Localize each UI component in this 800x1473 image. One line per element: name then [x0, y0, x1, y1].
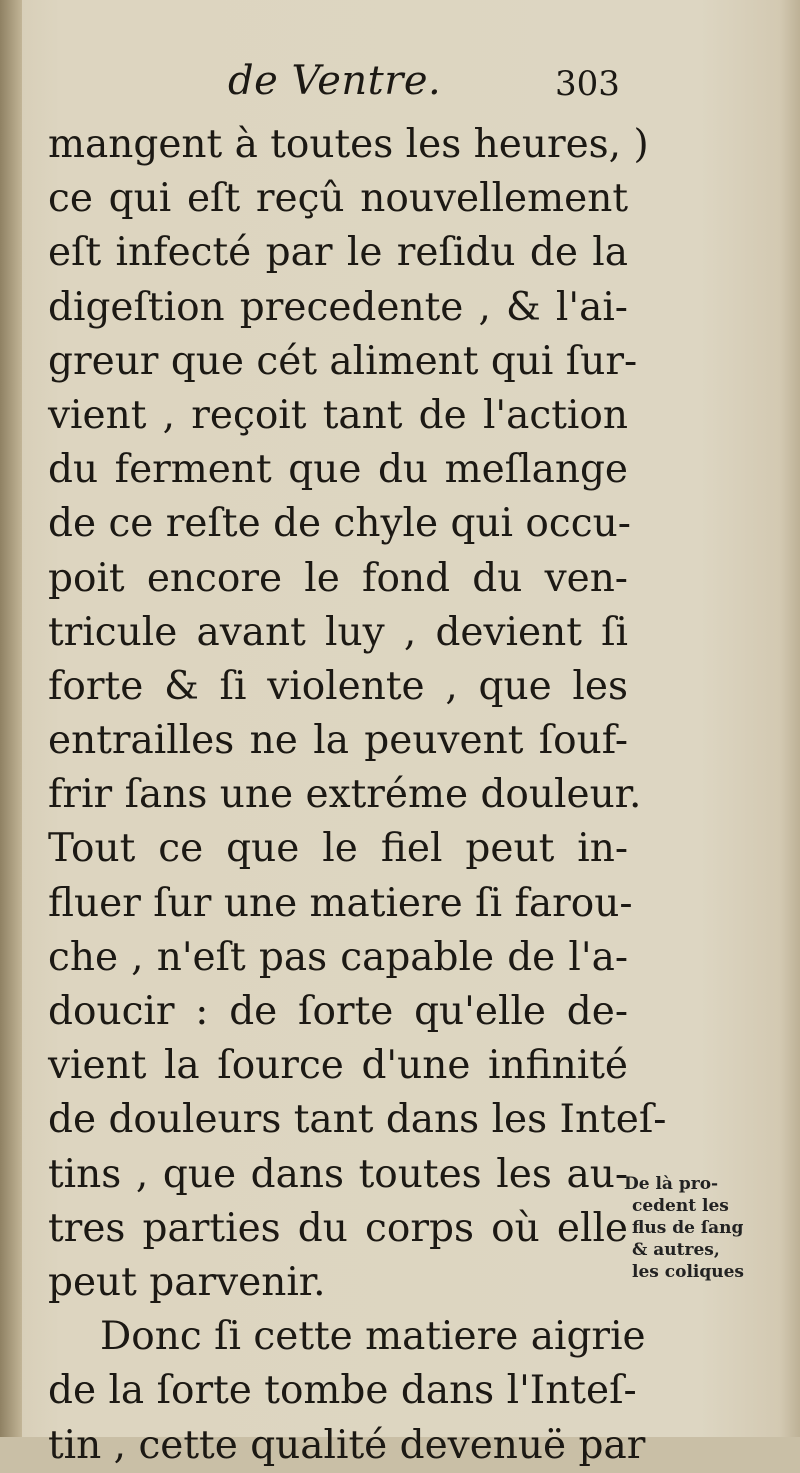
- margin-note-line: cedent les: [632, 1196, 729, 1216]
- text-line: peut parvenir.: [48, 1259, 326, 1305]
- text-line: mangent à toutes les heures, ): [48, 122, 649, 167]
- margin-note-line: flus de ſang: [632, 1218, 744, 1238]
- text-line: greur que cét aliment qui ſur-: [48, 338, 638, 384]
- margin-note: [624, 1173, 764, 1283]
- text-line: de ce reſte de chyle qui occu-: [48, 501, 631, 547]
- text-line: du ferment que du meſlange: [48, 447, 628, 493]
- page-gutter-shadow: [0, 0, 22, 1437]
- text-line: de la ſorte tombe dans l'Inteſ-: [48, 1368, 637, 1414]
- margin-note-line: De là pro-: [624, 1174, 719, 1194]
- text-line: tres parties du corps où elle: [48, 1205, 628, 1251]
- running-head: de Ventre.: [228, 58, 442, 104]
- margin-note-line: les coliques: [632, 1262, 745, 1282]
- body-text: [48, 118, 667, 1473]
- text-line: tins , que dans toutes les au-: [48, 1151, 628, 1197]
- text-line: entrailles ne la peuvent ſouf-: [48, 718, 628, 764]
- text-line: ce qui eſt reçû nouvellement: [48, 176, 628, 222]
- text-line: vient la ſource d'une infinité: [48, 1043, 628, 1089]
- page-number: 303: [555, 64, 620, 104]
- text-line: frir ſans une extréme douleur.: [48, 772, 642, 818]
- text-line: tin , cette qualité devenuë par: [48, 1422, 646, 1468]
- margin-note-line: & autres,: [632, 1240, 720, 1260]
- text-line: de douleurs tant dans les Inteſ-: [48, 1097, 667, 1143]
- text-line: digeſtion precedente , & l'ai-: [48, 284, 628, 330]
- text-line: che , n'eſt pas capable de l'a-: [48, 934, 628, 980]
- text-line: eſt infecté par le reſidu de la: [48, 230, 628, 276]
- text-line: Tout ce que le fiel peut in-: [48, 826, 628, 872]
- text-line: doucir : de ſorte qu'elle de-: [48, 989, 628, 1034]
- paragraph-start-line: Donc ſi cette matiere aigrie: [100, 1314, 646, 1360]
- text-line: poit encore le fond du ven-: [48, 555, 628, 601]
- text-line: fluer ſur une matiere ſi farou-: [48, 880, 633, 926]
- text-line: tricule avant luy , devient ſi: [48, 609, 628, 655]
- text-line: forte & ſi violente , que les: [48, 663, 628, 709]
- text-line: vient , reçoit tant de l'action: [48, 392, 628, 438]
